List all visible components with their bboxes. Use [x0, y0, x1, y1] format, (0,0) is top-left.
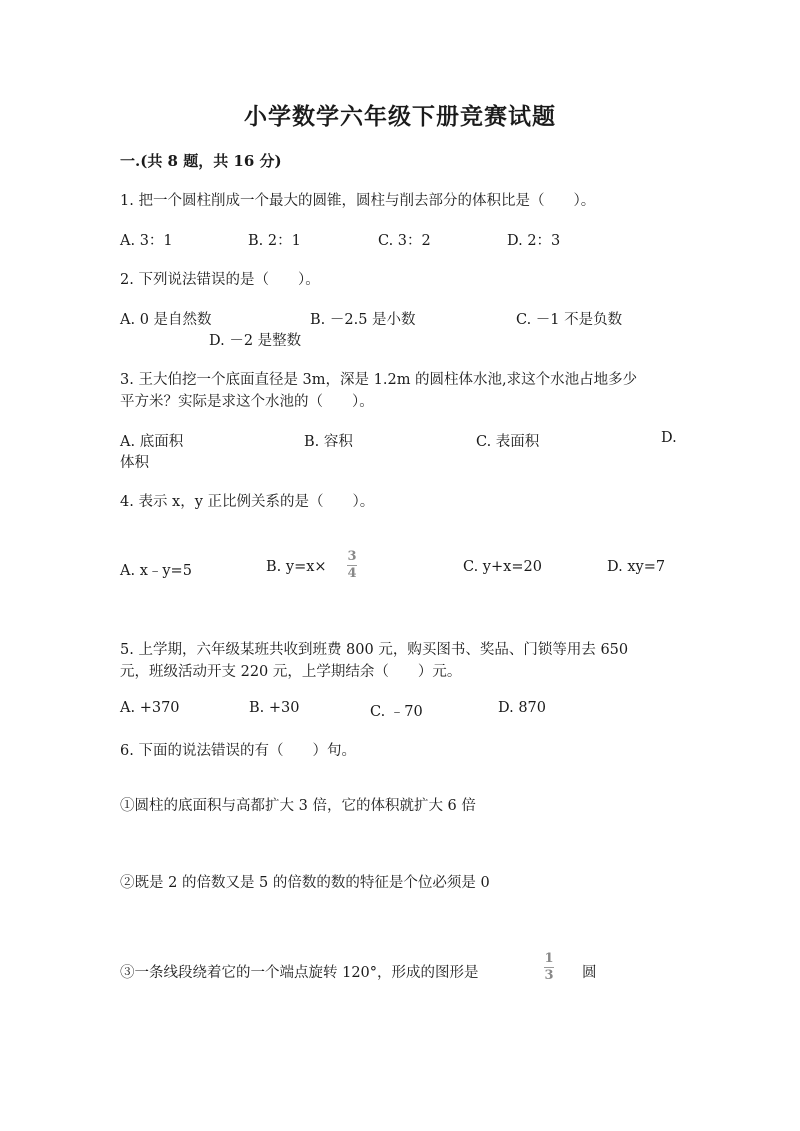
- q5-option-c: C. ﹣70: [370, 704, 423, 720]
- q1-option-d: D. 2：3: [507, 233, 561, 249]
- q1-option-a: A. 3：1: [120, 233, 173, 249]
- q5-option-a: A. +370: [120, 700, 180, 716]
- page-title: 小学数学六年级下册竞赛试题: [244, 103, 556, 130]
- q3-option-d-text: 体积: [120, 455, 149, 471]
- q6-statement-3-end: 圆: [582, 965, 597, 981]
- q2-option-c: C. －1 不是负数: [516, 312, 623, 328]
- q4-fraction: [347, 550, 357, 581]
- q1-option-c: C. 3：2: [378, 233, 431, 249]
- q3-stem-line1: 3. 王大伯挖一个底面直径是 3m，深是 1.2m 的圆柱体水池,求这个水池占地多少: [120, 372, 638, 388]
- q3-option-d-label: D.: [661, 430, 677, 446]
- q3-option-a: A. 底面积: [120, 434, 184, 450]
- q6-statement-3: ③一条线段绕着它的一个端点旋转 120°，形成的图形是: [120, 965, 479, 981]
- q1-stem: 1. 把一个圆柱削成一个最大的圆锥，圆柱与削去部分的体积比是（ ）。: [120, 193, 596, 209]
- q2-option-b: B. －2.5 是小数: [310, 312, 416, 328]
- q5-stem-line2: 元，班级活动开支 220 元，上学期结余（ ）元。: [120, 664, 462, 680]
- q5-option-b: B. +30: [249, 700, 300, 716]
- q4-option-c: C. y+x=20: [463, 559, 542, 575]
- q4-fraction-numerator: 3: [347, 549, 357, 564]
- q1-option-b: B. 2：1: [248, 233, 301, 249]
- q4-option-a: A. x﹣y=5: [120, 563, 192, 579]
- q3-option-b: B. 容积: [304, 434, 353, 450]
- q2-option-d: D. －2 是整数: [209, 333, 302, 349]
- q6-stem: 6. 下面的说法错误的有（ ）句。: [120, 743, 356, 759]
- q6-fraction-numerator: 1: [544, 951, 554, 966]
- q6-statement-1: ①圆柱的底面积与高都扩大 3 倍，它的体积就扩大 6 倍: [120, 798, 476, 814]
- q5-option-d: D. 870: [498, 700, 547, 716]
- q2-stem: 2. 下列说法错误的是（ ）。: [120, 272, 320, 288]
- q4-fraction-denominator: 4: [347, 566, 357, 581]
- q4-option-b: B. y=x×: [266, 559, 327, 575]
- q4-option-d: D. xy=7: [607, 559, 666, 575]
- q6-fraction: [544, 952, 554, 983]
- section-header: 一.(共 8 题，共 16 分): [120, 152, 282, 170]
- q2-option-a: A. 0 是自然数: [120, 312, 212, 328]
- q6-statement-2: ②既是 2 的倍数又是 5 的倍数的数的特征是个位必须是 0: [120, 875, 490, 891]
- q6-fraction-denominator: 3: [544, 968, 554, 983]
- q3-option-c: C. 表面积: [476, 434, 540, 450]
- q4-stem: 4. 表示 x，y 正比例关系的是（ ）。: [120, 494, 375, 510]
- q3-stem-line2: 平方米？实际是求这个水池的（ ）。: [120, 394, 374, 410]
- q5-stem-line1: 5. 上学期，六年级某班共收到班费 800 元，购买图书、奖品、门锁等用去 650: [120, 642, 629, 658]
